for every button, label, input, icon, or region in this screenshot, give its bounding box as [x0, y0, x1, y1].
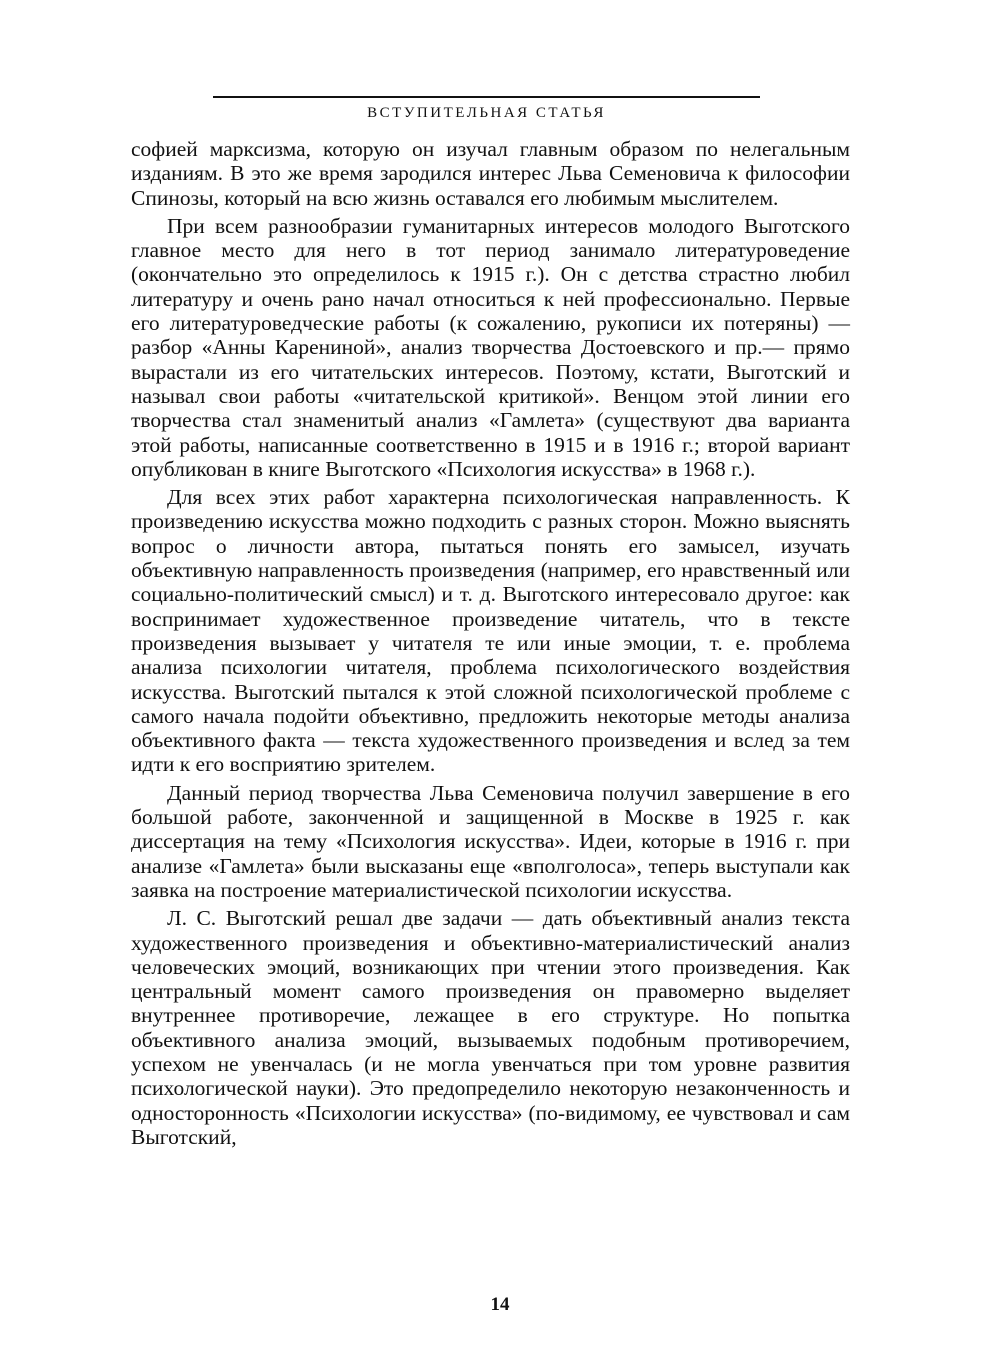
- page-body: [131, 137, 850, 1149]
- paragraph-literary-interests: При всем разнообразии гуманитарных интересов молодого Выготского главное место для него в тот период занимало литературоведение (окончательно это определилось к 1915 г.). Он с детства страстно любил литературу и очень рано начал относиться к ней профессионально. Первые его литературоведческие работы (к сожалению, рукописи их потеряны) — разбор «Анны Карениной», анализ творчества Достоевского и пр.— прямо вырастали из его читательских интересов. Поэтому, кстати, Выготский и называл свои работы «читательской критикой». Венцом этой линии его творчества стал знаменитый анализ «Гамлета» (существуют два варианта этой работы, написанные соответственно в 1915 и в 1916 г.; второй вариант опубликован в книге Выготского «Психология искусства» в 1968 г.).: [131, 213, 850, 481]
- running-header-title: ВСТУПИТЕЛЬНАЯ СТАТЬЯ: [367, 105, 606, 121]
- paragraph-two-tasks: Л. С. Выготский решал две задачи — дать объективный анализ текста художественного произведения и объективно-материалистический анализ человеческих эмоций, возникающих при чтении этого произведения. Как центральный момент самого произведения он правомерно выделяет внутреннее противоречие, лежащее в его структуре. Но попытка объективного анализа эмоций, вызываемых подобным противоречием, успехом не увенчалась (и не могла увенчаться при том уровне развития психологической науки). Это предопределило некоторую незаконченность и односторонность «Психологии искусства» (по-видимому, ее чувствовал и сам Выготский,: [131, 906, 850, 1149]
- paragraph-continuation: софией марксизма, которую он изучал главным образом по нелегальным изданиям. В это же время зародился интерес Льва Семеновича к философии Спинозы, который на всю жизнь оставался его любимым мыслителем.: [131, 137, 850, 210]
- page-number: 14: [490, 1294, 510, 1315]
- paragraph-psychological-orientation: Для всех этих работ характерна психологическая направленность. К произведению искусства можно подходить с разных сторон. Можно выяснять вопрос о личности автора, пытаться понять его замысел, изучать объективную направленность произведения (например, его нравственный или социально-политический смысл) и т. д. Выготского интересовало другое: как воспринимает художественное произведение читатель, что в тексте произведения вызывает у читателя те или иные эмоции, т. е. проблема анализа психологии читателя, проблема психологического воздействия искусства. Выготский пытался к этой сложной психологической проблеме с самого начала подойти объективно, предложить некоторые методы анализа объективного факта — текста художественного произведения и вслед за тем идти к его восприятию зрителем.: [131, 485, 850, 777]
- paragraph-dissertation: Данный период творчества Льва Семеновича получил завершение в его большой работе, законченной и защищенной в Москве в 1925 г. как диссертация на тему «Психология искусства». Идеи, которые в 1916 г. при анализе «Гамлета» были высказаны еще «вполголоса», теперь выступали как заявка на построение материалистической психологии искусства.: [131, 780, 850, 902]
- running-header: [213, 96, 760, 122]
